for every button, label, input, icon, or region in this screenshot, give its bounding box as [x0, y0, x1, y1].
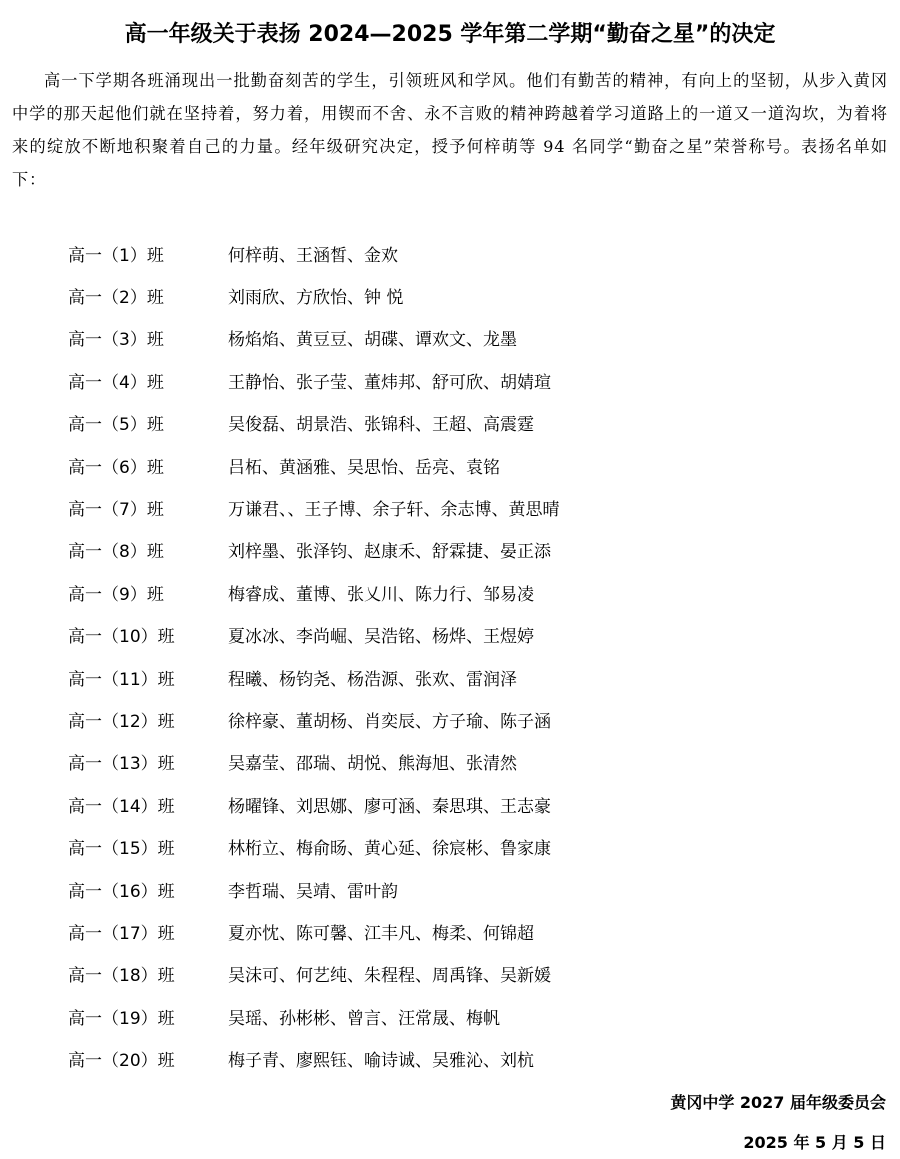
- student-names: 夏冰冰、李尚崛、吴浩铭、杨烨、王煜婷: [228, 627, 534, 648]
- roster-row: [68, 402, 868, 444]
- roster-row: [68, 317, 868, 359]
- student-names: 李哲瑞、吴靖、雷叶韵: [228, 881, 398, 902]
- student-names: 吕柘、黄涵雅、吴思怡、岳亮、袁铭: [228, 457, 500, 478]
- student-names: 刘雨欣、方欣怡、钟 悦: [228, 288, 404, 309]
- student-names: 杨焰焰、黄豆豆、胡碟、谭欢文、龙墨: [228, 330, 517, 351]
- student-names: 万谦君、、王子博、余子轩、余志博、黄思晴: [228, 500, 560, 521]
- issuer-signature: 黄冈中学 2027 届年级委员会: [670, 1093, 886, 1112]
- roster-row: [68, 995, 868, 1037]
- class-name: 高一（5）班: [68, 415, 164, 436]
- class-name: 高一（3）班: [68, 330, 164, 351]
- class-name: 高一（18）班: [68, 966, 175, 987]
- class-name: 高一（1）班: [68, 245, 164, 266]
- class-name: 高一（13）班: [68, 754, 175, 775]
- student-names: 吴嘉莹、邵瑞、胡悦、熊海旭、张清然: [228, 754, 517, 775]
- student-names: 吴俊磊、胡景浩、张锦科、王超、高震霆: [228, 415, 534, 436]
- student-names: 梅睿成、董博、张乂川、陈力行、邹易凌: [228, 584, 534, 605]
- student-names: 程曦、杨钧尧、杨浩源、张欢、雷润泽: [228, 669, 517, 690]
- issue-date: 2025 年 5 月 5 日: [743, 1133, 886, 1152]
- student-names: 刘梓墨、张泽钧、赵康禾、舒霖捷、晏正添: [228, 542, 551, 563]
- student-names: 吴沫可、何艺纯、朱程程、周禹锋、吴新媛: [228, 966, 551, 987]
- class-name: 高一（15）班: [68, 839, 175, 860]
- student-names: 吴瑶、孙彬彬、曾言、汪常晟、梅帆: [228, 1008, 500, 1029]
- class-name: 高一（7）班: [68, 500, 164, 521]
- class-name: 高一（10）班: [68, 627, 175, 648]
- roster-row: [68, 825, 868, 867]
- class-name: 高一（9）班: [68, 584, 164, 605]
- class-name: 高一（20）班: [68, 1051, 175, 1072]
- class-name: 高一（19）班: [68, 1008, 175, 1029]
- roster-row: [68, 741, 868, 783]
- roster-row: [68, 529, 868, 571]
- intro-paragraph: 高一下学期各班涌现出一批勤奋刻苦的学生，引领班风和学风。他们有勤苦的精神，有向上的坚韧，从步入黄冈中学的那天起他们就在坚持着，努力着，用锲而不舍、永不言败的精神跨越着学习道路上的一道又一道沟坎，为着将来的绽放不断地积聚着自己的力量。经年级研究决定，授予何梓萌等 94 名同学“勤奋之星”荣誉称号。表扬名单如下：: [12, 71, 888, 189]
- class-name: 高一（11）班: [68, 669, 175, 690]
- roster-row: [68, 232, 868, 274]
- roster-row: [68, 571, 868, 613]
- roster-row: [68, 698, 868, 740]
- roster-row: [68, 910, 868, 952]
- class-name: 高一（2）班: [68, 288, 164, 309]
- roster-row: [68, 359, 868, 401]
- class-name: 高一（14）班: [68, 796, 175, 817]
- class-name: 高一（12）班: [68, 711, 175, 732]
- class-name: 高一（8）班: [68, 542, 164, 563]
- class-name: 高一（17）班: [68, 923, 175, 944]
- document-title: 高一年级关于表扬 2024—2025 学年第二学期“勤奋之星”的决定: [124, 22, 776, 47]
- roster-row: [68, 274, 868, 316]
- student-names: 徐梓豪、董胡杨、肖奕辰、方子瑜、陈子涵: [228, 711, 551, 732]
- roster-row: [68, 614, 868, 656]
- honor-roster: [68, 232, 868, 1080]
- roster-row: [68, 953, 868, 995]
- roster-row: [68, 868, 868, 910]
- class-name: 高一（4）班: [68, 372, 164, 393]
- roster-row: [68, 486, 868, 528]
- student-names: 梅子青、廖熙钰、喻诗诚、吴雅沁、刘杭: [228, 1051, 534, 1072]
- student-names: 王静怡、张子莹、董炜邦、舒可欣、胡婧瑄: [228, 372, 551, 393]
- student-names: 夏亦忱、陈可馨、江丰凡、梅柔、何锦超: [228, 923, 534, 944]
- roster-row: [68, 1037, 868, 1079]
- student-names: 何梓萌、王涵皙、金欢: [228, 245, 398, 266]
- class-name: 高一（6）班: [68, 457, 164, 478]
- roster-row: [68, 656, 868, 698]
- student-names: 林桁立、梅俞旸、黄心延、徐宸彬、鲁家康: [228, 839, 551, 860]
- roster-row: [68, 444, 868, 486]
- class-name: 高一（16）班: [68, 881, 175, 902]
- student-names: 杨曜锋、刘思娜、廖可涵、秦思琪、王志豪: [228, 796, 551, 817]
- roster-row: [68, 783, 868, 825]
